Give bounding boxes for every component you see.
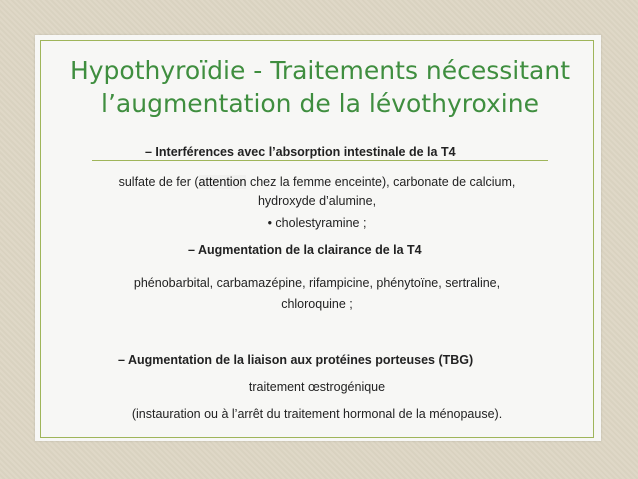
section-text-clearance-line-1: phénobarbital, carbamazépine, rifampicine, phénytoïne, sertraline, [133,276,501,290]
section-heading-absorption: – Interférences avec l’absorption intestinale de la T4 [145,145,456,159]
section-text-absorption-line-1 [40,175,594,189]
bullet-cholestyramine: • cholestyramine ; [267,216,367,230]
section-heading-binding: – Augmentation de la liaison aux protéines porteuses (TBG) [118,353,474,367]
text-before-highlight: sulfate de fer ( [118,175,199,189]
slide-title-line-2: l’augmentation de la lévothyroxine [101,89,539,118]
section-text-binding-line-1: traitement œstrogénique [248,380,386,394]
section-heading-clearance: – Augmentation de la clairance de la T4 [188,243,422,257]
section-text-clearance-line-2: chloroquine ; [281,297,353,311]
section-text-absorption-line-2: hydroxyde d’alumine, [257,194,377,208]
title-divider [92,160,548,161]
slide-title-line-1: Hypothyroïdie - Traitements nécessitant [69,56,571,85]
attention-highlight: attention [198,175,247,189]
text-after-highlight: chez la femme enceinte), carbonate de calcium, [246,175,516,189]
section-text-binding-line-2: (instauration ou à l’arrêt du traitement hormonal de la ménopause). [131,407,503,421]
